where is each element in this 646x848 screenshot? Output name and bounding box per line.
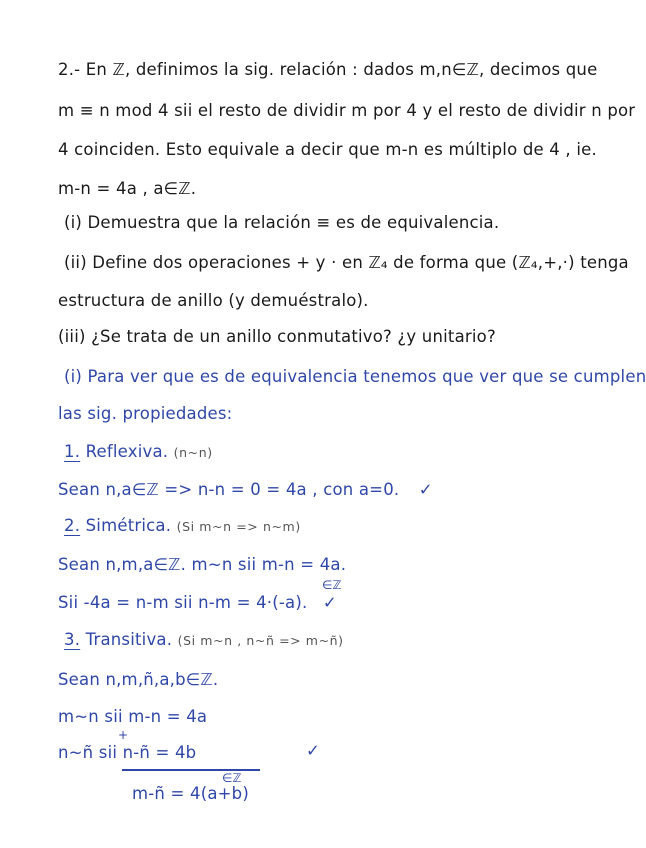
- transitive-sum: m-ñ = 4(a+b): [132, 784, 249, 803]
- symmetric-number: 2.: [64, 516, 81, 535]
- reflexive-heading: 1. Reflexiva. (n~n): [64, 442, 213, 461]
- symmetric-proof-2-text: Sii -4a = n-m sii n-m = 4·(-a).: [58, 593, 308, 612]
- transitive-int-annotation: ∈ℤ: [222, 771, 242, 785]
- reflexive-note: (n~n): [173, 445, 213, 460]
- transitive-heading: 3. Transitiva. (Si m~n , n~ñ => m~ñ): [64, 630, 344, 649]
- transitive-proof-3: n~ñ sii n-ñ = 4b: [58, 743, 197, 762]
- problem-item-ii-b: estructura de anillo (y demuéstralo).: [58, 291, 369, 310]
- transitive-plus-sign: +: [118, 728, 129, 742]
- solution-intro-a: (i) Para ver que es de equivalencia tenemos que ver que se cumplen: [64, 367, 646, 386]
- transitive-number: 3.: [64, 630, 81, 649]
- symmetric-check-mark: ✓: [322, 593, 337, 612]
- symmetric-proof-1: Sean n,m,a∈ℤ. m~n sii m-n = 4a.: [58, 555, 347, 574]
- reflexive-proof-text: Sean n,a∈ℤ => n-n = 0 = 4a , con a=0.: [58, 480, 400, 499]
- reflexive-check-mark: ✓: [418, 480, 433, 499]
- problem-line-4: m-n = 4a , a∈ℤ.: [58, 179, 197, 198]
- problem-line-2: m ≡ n mod 4 sii el resto de dividir m por 4 y el resto de dividir n por: [58, 101, 636, 120]
- symmetric-note: (Si m~n => n~m): [176, 519, 301, 534]
- transitive-name: Transitiva: [85, 630, 167, 649]
- reflexive-name: Reflexiva: [85, 442, 163, 461]
- problem-item-i: (i) Demuestra que la relación ≡ es de equivalencia.: [64, 213, 500, 232]
- problem-line-1: 2.- En ℤ, definimos la sig. relación : dados m,n∈ℤ, decimos que: [58, 60, 598, 79]
- problem-line-3: 4 coinciden. Esto equivale a decir que m-n es múltiplo de 4 , ie.: [58, 140, 597, 159]
- symmetric-heading: 2. Simétrica. (Si m~n => n~m): [64, 516, 301, 535]
- problem-item-ii-a: (ii) Define dos operaciones + y · en ℤ₄ de forma que (ℤ₄,+,·) tenga: [64, 253, 629, 272]
- symmetric-int-annotation: ∈ℤ: [322, 578, 342, 592]
- solution-intro-b: las sig. propiedades:: [58, 404, 233, 423]
- reflexive-number: 1.: [64, 442, 81, 461]
- reflexive-proof: [58, 480, 433, 499]
- problem-item-iii: (iii) ¿Se trata de un anillo conmutativo? ¿y unitario?: [58, 327, 496, 346]
- symmetric-proof-2: [58, 593, 337, 612]
- transitive-proof-1: Sean n,m,ñ,a,b∈ℤ.: [58, 670, 219, 689]
- symmetric-name: Simétrica: [85, 516, 166, 535]
- transitive-proof-2: m~n sii m-n = 4a: [58, 707, 208, 726]
- transitive-check-mark: ✓: [306, 741, 321, 760]
- transitive-note: (Si m~n , n~ñ => m~ñ): [177, 633, 344, 648]
